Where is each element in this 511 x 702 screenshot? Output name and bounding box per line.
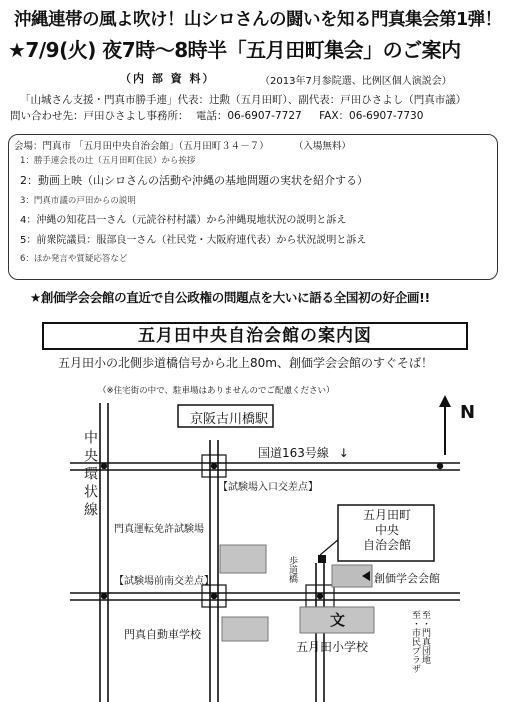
- direction-label: 至・門真団地 至・市民プラザ: [410, 610, 430, 673]
- contact-tel: 電話：06-6907-7727: [195, 110, 302, 122]
- venue-text: 会場：門真市 「五月田中央自治会館」（五月田町３４－７）: [14, 141, 269, 152]
- map-title: 五月田中央自治会館の案内図: [42, 322, 468, 350]
- north-arrow-icon: [439, 395, 451, 455]
- hall-label-line: 中央: [374, 523, 399, 537]
- route-direction-arrow: ↓: [338, 446, 349, 460]
- driving-school-label: 門真自動車学校: [124, 628, 201, 641]
- shiken-entrance-label: 【試験場入口交差点】: [218, 482, 318, 493]
- agenda-item: 2：動画上映（山シロさんの活動や沖縄の基地問題の実状を紹介する）: [20, 174, 368, 187]
- agenda-item: 3：門真市議の戸田からの説明: [20, 196, 136, 206]
- headline-title: 沖縄連帯の風よ吹け！山シロさんの闘いを知る門真集会第1弾！: [14, 10, 502, 30]
- agenda-item: 1：勝手連会長の辻（五月田町住民）から挨拶: [20, 156, 196, 166]
- contact-fax: FAX：06-6907-7730: [319, 110, 424, 122]
- map-subtitle: 五月田小の北側歩道橋信号から北上80m、創価学会会館のすぐそば！: [58, 356, 433, 370]
- hall-label-line: 自治会館: [362, 538, 411, 552]
- shiken-front-label: 【試験場前南交差点】: [114, 576, 214, 587]
- hall-label: [352, 508, 422, 553]
- agenda-item: 4：沖縄の知花昌一さん（元読谷村村議）から沖縄現地状況の説明と訴え: [20, 215, 347, 226]
- soka-label: 創価学会会館: [374, 572, 440, 585]
- contact-line: [10, 108, 423, 123]
- route163-label: [258, 444, 349, 461]
- contact-label: 問い合わせ先：戸田ひさよし事務所：: [10, 110, 189, 122]
- map-note: （※住宅街の中で、駐車場はありませんのでご配慮ください）: [98, 386, 335, 396]
- route163-text: 国道163号線: [258, 446, 329, 460]
- event-date-headline: ★7/9(火) 夜7時～8時半「五月田町集会」のご案内: [8, 38, 461, 62]
- north-label: N: [460, 402, 476, 423]
- ring-road-label: 中央環状線: [82, 430, 98, 520]
- hall-label-line: 五月田町: [362, 508, 411, 522]
- station-label: 京阪古川橋駅: [190, 412, 269, 427]
- internal-doc-label: （内 部 資 料）: [120, 72, 216, 85]
- school-label: 五月田小学校: [296, 640, 369, 654]
- election-note: （2013年7月参院選、比例区個人演説会）: [260, 76, 452, 87]
- venue-line: [14, 138, 351, 152]
- organizer-line: 「山城さん支援・門真市勝手連」代表：辻勲（五月田町）、副代表：戸田ひさよし（門真市議）: [20, 94, 467, 106]
- admission-free: （入場無料）: [293, 141, 351, 152]
- agenda-item: 6：ほか発言や質疑応答など: [20, 254, 128, 264]
- agenda-item: 5：前衆院議員：服部良一さん（社民党・大阪府連代表）から状況説明と訴え: [20, 235, 367, 246]
- school-mark-icon: 文: [330, 611, 346, 629]
- banner-text: ★創価学会会館の直近で自公政権の問題点を大いに語る全国初の好企画!!: [30, 290, 430, 305]
- license-center-label: 門真運転免許試験場: [114, 524, 204, 535]
- access-map: [0, 395, 511, 702]
- footbridge-label: 歩道橋: [287, 556, 297, 583]
